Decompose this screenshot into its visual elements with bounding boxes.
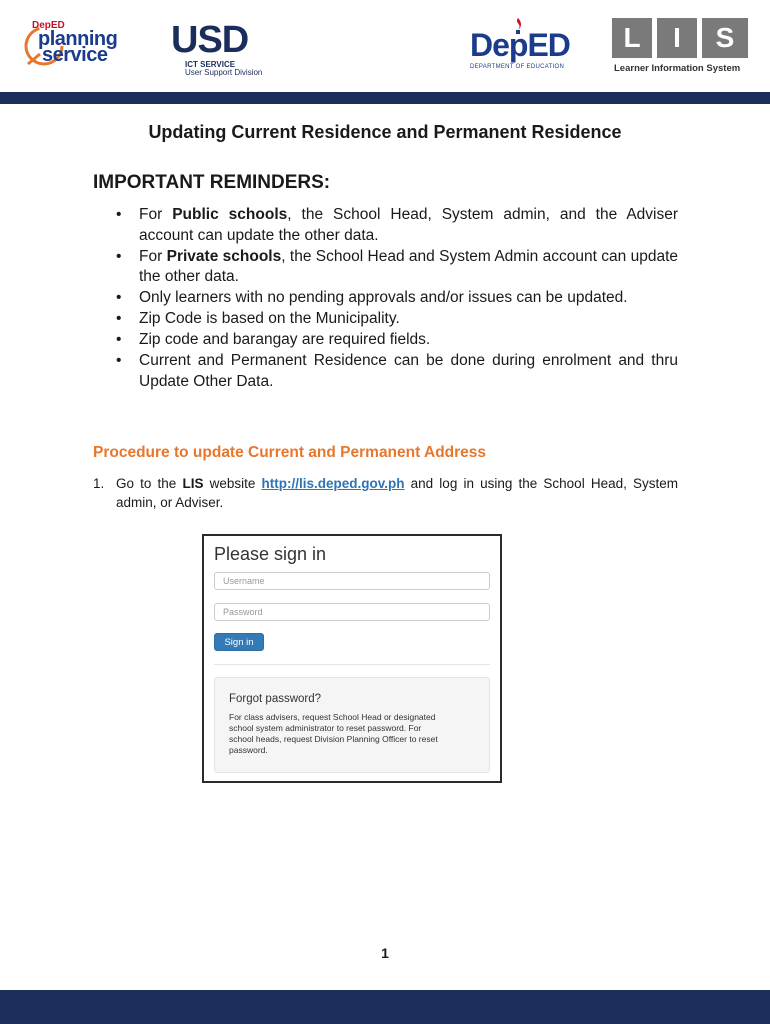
reminder-text: For [139,247,167,265]
lis-caption: Learner Information System [614,63,741,74]
usd-wordmark: USD [171,19,249,61]
document-title: Updating Current Residence and Permanent Residence [148,122,622,142]
procedure-heading: Procedure to update Current and Permanent Address [93,444,487,461]
forgot-password-text: For class advisers, request School Head or designated school system administrator to reset password. For school heads, request Division Planning Officer to reset password. [229,712,438,755]
step-body [116,474,678,512]
reminder-item: • Zip Code is based on the Municipality. [112,309,678,330]
step-text: and log in using the School Head, System admin, or Adviser. [116,476,678,510]
reminder-text: For [139,206,173,223]
signin-screenshot [202,534,502,783]
deped-subtitle: DEPARTMENT OF EDUCATION [470,64,565,70]
username-input[interactable] [214,572,490,590]
usd-line1: ICT SERVICE [185,60,236,69]
procedure-step [93,474,678,512]
forgot-password-panel [214,677,490,773]
forgot-password-title: Forgot password? [229,693,322,705]
signin-title: Please sign in [214,544,327,564]
reminder-bold: Private schools [166,247,282,265]
reminder-item: • Only learners with no pending approvals and/or issues can be updated. [112,288,678,309]
step-text: Go to the [116,476,183,491]
reminders-list [112,205,678,393]
planning-service-logo [22,20,142,70]
reminder-item: • Zip code and barangay are required fields. [112,330,678,351]
deped-wordmark: DepED [470,27,570,63]
lis-logo [612,18,748,76]
divider [214,664,490,665]
page-header [0,0,770,92]
step-bold: LIS [182,476,204,491]
reminder-item [112,205,678,246]
planning-deped-label: DepED [32,20,65,31]
service-word: service [42,44,108,66]
usd-line2: User Support Division [185,68,263,77]
reminders-heading: IMPORTANT REMINDERS: [93,172,331,193]
signin-button[interactable]: Sign in [214,633,264,651]
reminder-bold: Public schools [172,206,288,223]
reminder-text: , the School Head and System Admin account can update the other data. [139,247,678,286]
footer-band [0,990,770,1024]
lis-letter-l: L [612,18,652,58]
password-input[interactable] [214,603,490,621]
usd-logo [171,20,263,78]
lis-website-link[interactable]: http://lis.deped.gov.ph [261,476,405,491]
lis-letter-i: I [657,18,697,58]
lis-letter-s: S [702,18,748,58]
step-number: 1. [93,476,105,491]
reminder-item [112,247,678,288]
planning-word: planning [38,28,118,50]
deped-logo [470,18,582,74]
reminder-item: • Current and Permanent Residence can be done during enrolment and thru Update Other Data. [112,351,678,392]
step-text: website [203,476,262,491]
page-number: 1 [381,945,389,961]
header-band [0,92,770,104]
reminder-text: , the School Head, System admin, and the Adviser account can update the other data. [139,206,678,244]
